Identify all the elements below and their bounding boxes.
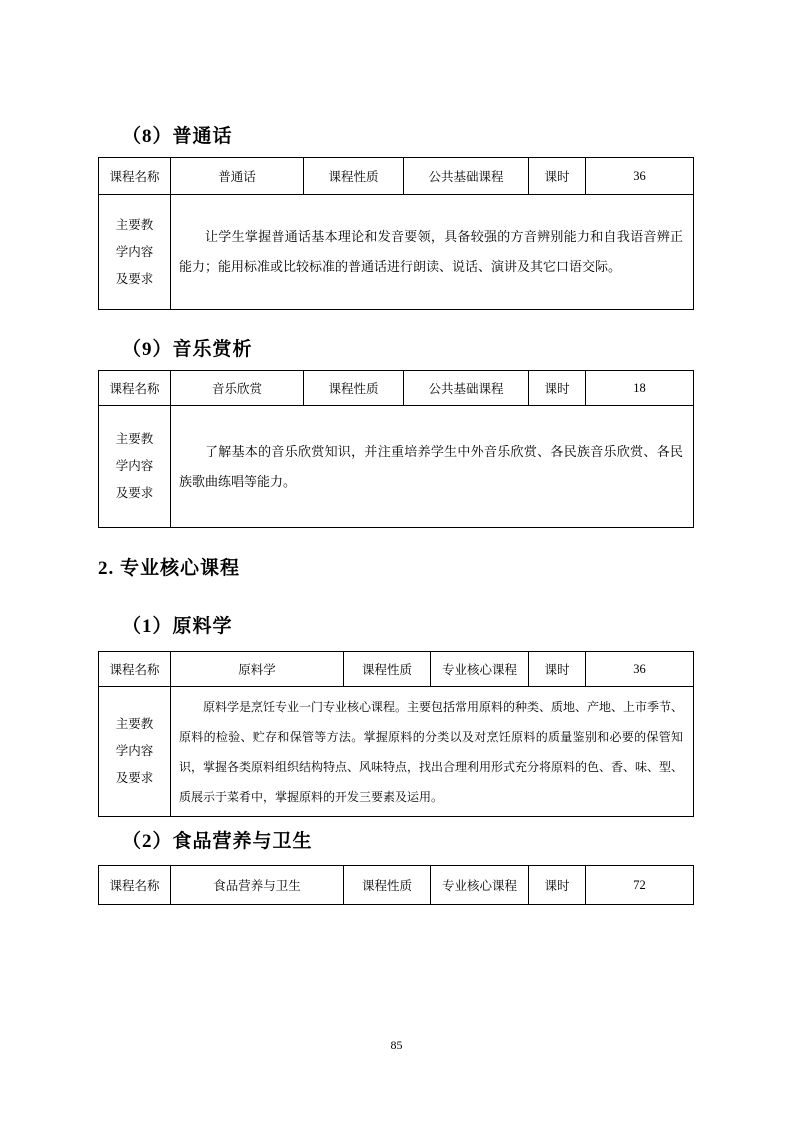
content-label-line: 及要求 <box>115 486 154 500</box>
course-nature-label: 课程性质 <box>344 652 431 687</box>
course-description-cell <box>171 406 694 528</box>
content-label <box>99 406 171 528</box>
hours-label: 课时 <box>529 652 586 687</box>
course-description-cell <box>171 687 694 817</box>
course-name-label: 课程名称 <box>99 371 171 406</box>
hours-value: 18 <box>586 371 694 406</box>
table-row <box>99 371 694 406</box>
course-name-value: 原料学 <box>171 652 344 687</box>
hours-value: 36 <box>586 652 694 687</box>
course-name-value: 普通话 <box>171 158 304 195</box>
course-name-value: 音乐欣赏 <box>171 371 304 406</box>
table-row <box>99 195 694 310</box>
heading-food-nutrition: （2）食品营养与卫生 <box>122 831 313 852</box>
course-name-label: 课程名称 <box>99 158 171 195</box>
heading-music: （9）音乐赏析 <box>122 339 253 360</box>
course-table-putonghua <box>98 157 694 310</box>
content-label-line: 主要教 <box>115 432 154 446</box>
course-name-label: 课程名称 <box>99 866 171 905</box>
content-label <box>99 687 171 817</box>
course-nature-value: 专业核心课程 <box>431 652 529 687</box>
table-row <box>99 866 694 905</box>
course-description: 了解基本的音乐欣赏知识，并注重培养学生中外音乐欣赏、各民族音乐欣赏、各民族歌曲练唱等能力。 <box>179 443 683 489</box>
course-description: 让学生掌握普通话基本理论和发音要领，具备较强的方音辨别能力和自我语音辨正能力；能用标准或比较标准的普通话进行朗读、说话、演讲及其它口语交际。 <box>179 229 683 274</box>
hours-value: 36 <box>586 158 694 195</box>
content-label-line: 主要教 <box>115 717 154 731</box>
hours-value: 72 <box>586 866 694 905</box>
course-description: 原料学是烹饪专业一门专业核心课程。主要包括常用原料的种类、质地、产地、上市季节、原料的检验、贮存和保管等方法。掌握原料的分类以及对烹饪原料的质量鉴别和必要的保管知识，掌握各类原料组织结构特点、风味特点，找出合理利用形式充分将原料的色、香、味、型、质展示于菜肴中，掌握原料的开发三要素及运用。 <box>179 699 684 804</box>
course-table-music <box>98 370 694 528</box>
course-table-food-nutrition <box>98 865 694 905</box>
table-row <box>99 406 694 528</box>
content-label-line: 学内容 <box>115 459 154 473</box>
hours-label: 课时 <box>529 371 586 406</box>
content-label <box>99 195 171 310</box>
course-nature-label: 课程性质 <box>344 866 431 905</box>
table-row <box>99 687 694 817</box>
course-nature-value: 专业核心课程 <box>431 866 529 905</box>
course-nature-value: 公共基础课程 <box>404 371 529 406</box>
page-number: 85 <box>390 1038 403 1052</box>
heading-putonghua: （8）普通话 <box>122 126 233 147</box>
table-row <box>99 158 694 195</box>
hours-label: 课时 <box>529 866 586 905</box>
content-label-line: 主要教 <box>115 217 154 232</box>
course-nature-label: 课程性质 <box>304 158 404 195</box>
course-nature-value: 公共基础课程 <box>404 158 529 195</box>
course-nature-label: 课程性质 <box>304 371 404 406</box>
content-label-line: 学内容 <box>115 244 154 259</box>
group-heading-core-courses: 2. 专业核心课程 <box>98 558 241 579</box>
course-description-cell <box>171 195 694 310</box>
hours-label: 课时 <box>529 158 586 195</box>
table-row <box>99 652 694 687</box>
course-name-label: 课程名称 <box>99 652 171 687</box>
heading-raw-materials: （1）原料学 <box>122 616 233 637</box>
course-table-raw-materials <box>98 651 694 817</box>
content-label-line: 及要求 <box>115 771 154 785</box>
content-label-line: 学内容 <box>115 744 154 758</box>
content-label-line: 及要求 <box>115 271 154 286</box>
course-name-value: 食品营养与卫生 <box>171 866 344 905</box>
